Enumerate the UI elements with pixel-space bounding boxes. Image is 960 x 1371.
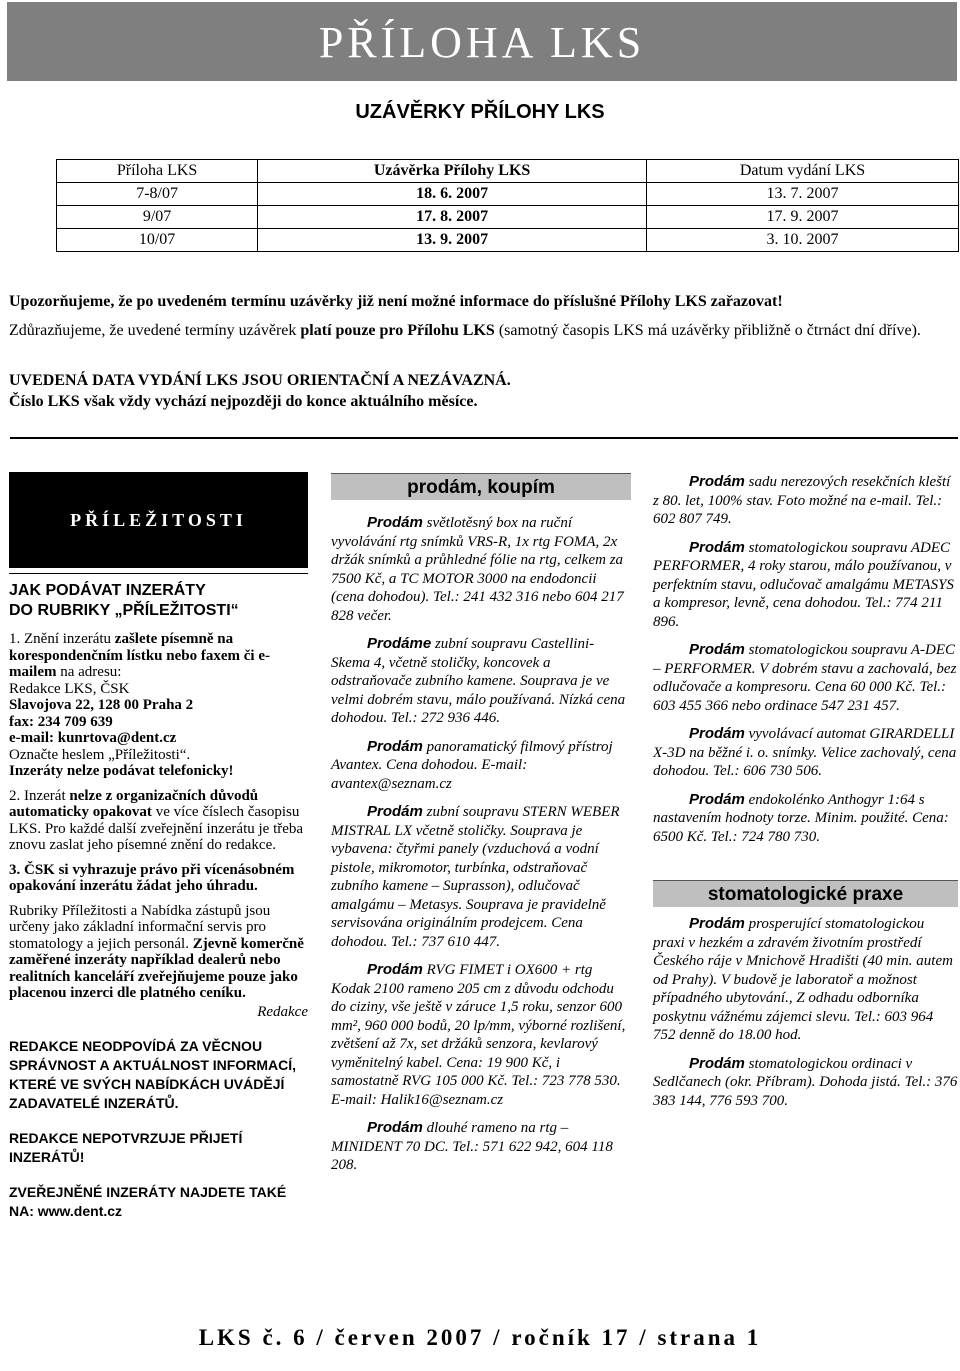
classified-ad (653, 791, 958, 847)
ad-keyword: Prodám (689, 473, 745, 490)
editor-signature: Redakce (257, 1003, 308, 1020)
ad-text: stomatologickou soupravu ADEC PERFORMER, 4 roky starou, málo používanou, v perfektním stavu, odlučovač amalgámu METASYS a kompresor, levně, cena dohodou. Tel.: 774 211 896. (653, 539, 954, 630)
classified-ad (331, 803, 631, 951)
keyword-line: Označte heslem „Příležitosti“. (9, 746, 191, 763)
rule-3: 3. ČSK si vyhrazuje právo při vícenásobném opakování inzerátu žádat jeho úhradu. (9, 861, 295, 894)
table-cell: 17. 8. 2007 (258, 206, 647, 229)
rubric-info (9, 903, 308, 1002)
rubric-text: Rubriky Příležitosti a Nabídka zástupů jsou určeny jako základní informační servis pro stomatology a jejich personál. (9, 902, 271, 952)
howto-line: DO RUBRIKY „PŘÍLEŽITOSTI“ (9, 602, 239, 619)
right-column (653, 473, 958, 1120)
table-row (57, 206, 959, 229)
classified-ad (653, 915, 958, 1045)
ad-keyword: Prodám (367, 1119, 423, 1136)
ad-text: vyvolávací automat GIRARDELLI X-3D na běžné i. o. snímky. Velice zachovalý, cena dohodou. Tel.: 606 730 506. (653, 726, 957, 779)
phone-warning: Inzeráty nelze podávat telefonicky! (9, 763, 234, 779)
ad-text: stomatologickou ordinaci v Sedlčanech (okr. Příbram). Dohoda jistá. Tel.: 376 383 144, 776 593 700. (653, 1055, 958, 1109)
rule-text: 2. Inzerát (9, 787, 70, 804)
notice-text: Zdůrazňujeme, že uvedené termíny uzávěrek (9, 322, 301, 339)
howto-heading (9, 581, 308, 621)
ad-keyword: Prodám (689, 538, 745, 556)
ad-keyword: Prodám (689, 915, 745, 932)
table-cell: 13. 9. 2007 (258, 229, 647, 252)
table-header: Uzávěrka Přílohy LKS (258, 160, 647, 183)
classified-ad (653, 725, 958, 781)
howto-line: JAK PODÁVAT INZERÁTY (9, 582, 206, 599)
divider (9, 573, 308, 574)
table-header: Datum vydání LKS (646, 160, 958, 183)
ad-text: stomatologickou soupravu A-DEC – PERFORMER. V dobrém stavu a zachovalá, bez odlučovače a kompresoru. Cena 60 000 Kč. Tel.: 603 455 366 nebo ordinace 547 231 457. (653, 642, 957, 714)
classified-ad (331, 961, 631, 1109)
table-cell: 10/07 (57, 229, 258, 252)
notice-dates: UVEDENÁ DATA VYDÁNÍ LKS JSOU ORIENTAČNÍ A NEZÁVAZNÁ. (9, 372, 511, 389)
ad-keyword: Prodám (689, 790, 745, 808)
section-box-prilezitosti: PŘÍLEŽITOSTI (9, 472, 308, 568)
table-row (57, 183, 959, 206)
middle-column (331, 473, 631, 1185)
table-cell: 7-8/07 (57, 183, 258, 206)
table-cell: 3. 10. 2007 (646, 229, 958, 252)
ad-text: panoramatický filmový přístroj Avantex. Cena dohodou. E-mail: avantex@seznam.cz (331, 738, 613, 792)
rule-bold: nelze z organizačních důvodů automaticky opakovat (9, 787, 259, 820)
table-row (57, 229, 959, 252)
ad-text: světlotěsný box na ruční vyvolávání rtg snímků VRS-R, 1x rtg FOMA, 2x držák snímků a průhledné fólie na rtg, celkem za 7500 Kč, a TC MOTOR 3000 na endodoncii (cena dohodou). Tel.: 241 432 316 nebo 604 217 828 večer. (331, 515, 624, 624)
ad-keyword: Prodám (367, 737, 423, 755)
table-cell: 13. 7. 2007 (646, 183, 958, 206)
notice-text: (samotný časopis LKS má uzávěrky přibližně o čtrnáct dní dříve). (494, 322, 921, 339)
page-footer: LKS č. 6 / červen 2007 / ročník 17 / strana 1 (198, 1325, 762, 1350)
ad-text: endokolénko Anthogyr 1:64 s nastavením hodnoty torze. Minim. použité. Cena: 6500 Kč. Tel.: 724 780 730. (653, 791, 949, 845)
rule-text: ve více číslech časopisu LKS. Pro každé další zveřejnění inzerátu je třeba znovu zaslat jeho písemné znění do redakce. (9, 804, 304, 853)
classified-ad (331, 1119, 631, 1175)
notice-issue: Číslo LKS však vždy vychází nejpozději do konce aktuálního měsíce. (9, 393, 478, 410)
page-banner: PŘÍLOHA LKS (7, 2, 957, 81)
ad-text: sadu nerezových resekčních kleští z 80. let, 100% stav. Foto možné na e-mail. Tel.: 602 807 749. (653, 474, 951, 527)
classified-ad (653, 473, 958, 529)
deadlines-title: UZÁVĚRKY PŘÍLOHY LKS (355, 101, 605, 123)
ad-keyword: Prodám (367, 961, 423, 978)
ad-keyword: Prodám (689, 1054, 745, 1072)
divider (10, 437, 958, 439)
ad-keyword: Prodám (367, 514, 423, 531)
notice-warning: Upozorňujeme, že po uvedeném termínu uzávěrky již není možné informace do příslušné Přílohy LKS zařazovat! (9, 293, 783, 310)
disclaimer: REDAKCE NEODPOVÍDÁ ZA VĚCNOU SPRÁVNOST A AKTUÁLNOST INFORMACÍ, KTERÉ VE SVÝCH NABÍDKÁCH UVÁDĚJÍ ZADAVATELÉ INZERÁTŮ. (9, 1037, 296, 1111)
ad-text: RVG FIMET i OX600 + rtg Kodak 2100 rameno 205 cm z důvodu odchodu do ciziny, vše ještě v záruce 1,5 roku, senzor 600 mm², 960 000 bodů, 20 lp/mm, výborné rozlišení, zvětšení až 7x, set držáků senzora, kevlarový vyměnitelný kabel. Cena: 19 900 Kč, i samostatně RVG 105 000 Kč. Tel.: 723 778 530. E-mail: Halik16@seznam.cz (331, 962, 626, 1108)
notice-bold: platí pouze pro Přílohu LKS (300, 322, 495, 339)
ad-text: zubní soupravu Castellini-Skema 4, včetně stoličky, koncovek a odstraňovače zubního kamene. Souprava je ve velmi dobrém stavu, málo používaná. Nízká cena dohodou. Tel.: 272 936 446. (331, 636, 626, 726)
table-header: Příloha LKS (57, 160, 258, 183)
address-line: Slavojova 22, 128 00 Praha 2 (9, 697, 194, 713)
ad-text: dlouhé rameno na rtg – MINIDENT 70 DC. Tel.: 571 622 942, 604 118 208. (331, 1120, 613, 1173)
rule-1 (9, 631, 308, 780)
section-heading-stomatologicke-praxe: stomatologické praxe (653, 880, 958, 907)
ad-text: zubní soupravu STERN WEBER MISTRAL LX včetně stoličky. Souprava je vybavena: čtyřmi panely (vzduchová a vodní pistole, mikromotor, turbínka, odstraňovač zubního kamene – Suprasson), odlučovač amalgámu – Metasys. Souprava je pravidelně servisována originálním prodejcem. Cena dohodou. Tel.: 737 610 447. (331, 804, 620, 950)
classified-ad (331, 635, 631, 728)
ad-keyword: Prodáme (367, 635, 432, 652)
website-note: ZVEŘEJNĚNÉ INZERÁTY NAJDETE TAKÉ NA: www.dent.cz (9, 1183, 287, 1219)
table-cell: 18. 6. 2007 (258, 183, 647, 206)
left-column (9, 472, 308, 1221)
classified-ad (653, 539, 958, 632)
address-line: Redakce LKS, ČSK (9, 680, 130, 697)
classified-ad (653, 641, 958, 715)
ad-keyword: Prodám (689, 725, 745, 742)
rubric-bold: Zjevně komerčně zaměřené inzeráty například dealerů nebo realitních kanceláří zveřejňujeme pouze jako placenou inzerci dle platného ceníku. (9, 935, 304, 1001)
section-heading-prodam-koupim: prodám, koupím (331, 473, 631, 500)
notice-emphasis (9, 320, 959, 341)
rule-bold: zašlete písemně na korespondenčním lístku nebo faxem či e-mailem (9, 631, 270, 680)
rule-text: 1. Znění inzerátu (9, 631, 115, 647)
ad-text: prosperující stomatologickou praxi v hezkém a zdravém životním prostředí Českého ráje v Mnichově Hradišti (40 min. autem od Prahy). V budově je laboratoř a možnost případného ubytování., Z odhadu odborníka poskytnu vážnému zájemci slevu. Tel.: 603 964 752 denně do 18.00 hod. (653, 916, 953, 1043)
classified-ad (331, 738, 631, 794)
table-cell: 17. 9. 2007 (646, 206, 958, 229)
rule-text: na adresu: (56, 664, 122, 680)
rules (9, 631, 308, 1002)
disclaimer: REDAKCE NEPOTVRZUJE PŘIJETÍ INZERÁTŮ! (9, 1129, 243, 1165)
rule-2 (9, 788, 308, 854)
email-line: e-mail: kunrtova@dent.cz (9, 730, 177, 746)
classified-ad (653, 1055, 958, 1111)
ad-keyword: Prodám (367, 803, 423, 820)
deadlines-table (56, 159, 959, 252)
ad-keyword: Prodám (689, 641, 745, 658)
classified-ad (331, 514, 631, 625)
table-cell: 9/07 (57, 206, 258, 229)
table-header-row (57, 160, 959, 183)
fax-line: fax: 234 709 639 (9, 713, 113, 730)
